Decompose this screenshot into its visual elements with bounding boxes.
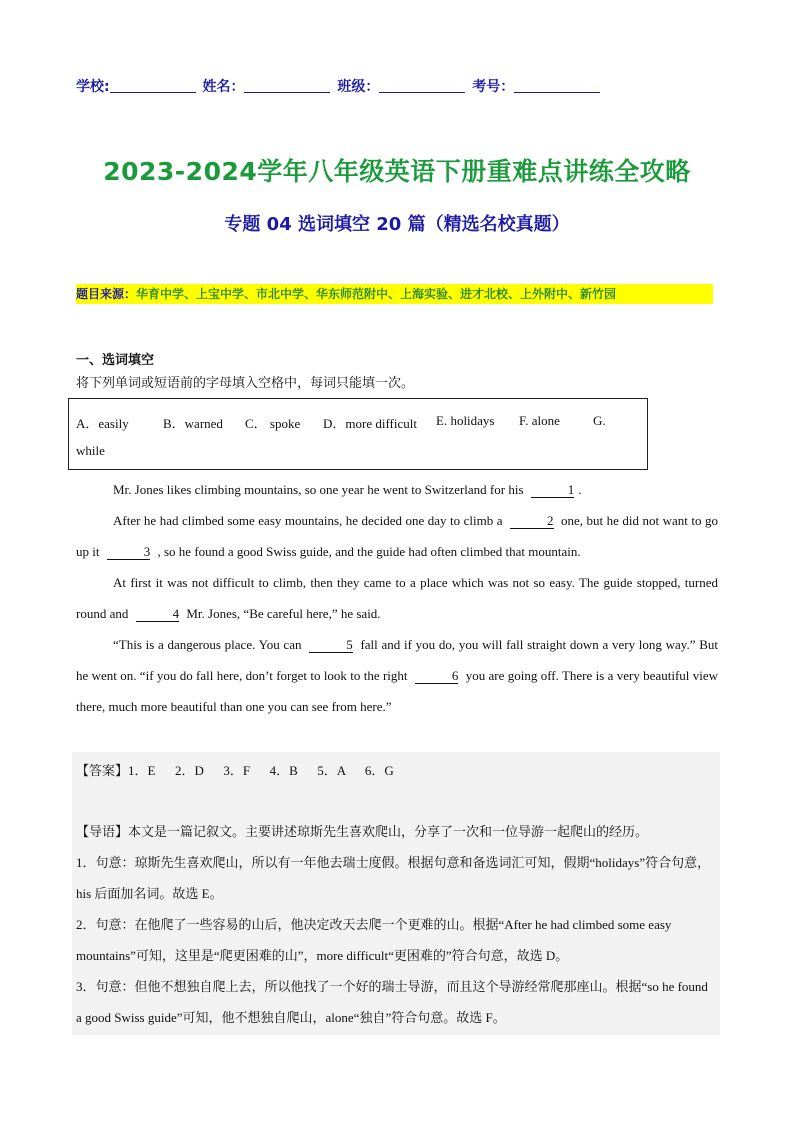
- explanation-2: 2．句意：在他爬了一些容易的山后，他决定改天去爬一个更难的山。根据“After he had climbed some easy mountains”可知，这里是“爬更困难的山”，more difficult“更困难的”符合句意，故选 D。: [76, 917, 672, 963]
- option-g-word: while: [76, 443, 105, 458]
- section-instruction: 将下列单词或短语前的字母填入空格中，每词只能填一次。: [76, 376, 415, 391]
- answer-line: [76, 760, 394, 779]
- name-field[interactable]: [244, 78, 330, 93]
- answer-text: 1．E 2．D 3．F 4．B 5．A 6．G: [128, 763, 394, 778]
- exam-no-label: 考号：: [472, 79, 515, 95]
- option-c: C． spoke: [245, 416, 301, 431]
- blank-4[interactable]: 4: [136, 607, 180, 622]
- blank-5[interactable]: 5: [309, 638, 353, 653]
- blank-2[interactable]: 2: [510, 514, 554, 529]
- passage-paragraph-1: Mr. Jones likes climbing mountains, so one year he went to Switzerland for his 1 .: [113, 482, 582, 497]
- option-e: E. holidays: [436, 413, 495, 428]
- passage-paragraph-2: After he had climbed some easy mountains, he decided one day to climb a 2 one, but he did not want to go up it 3 , so he found a good Swiss guide, and the guide had often climbed that mountain.: [76, 513, 718, 559]
- exam-no-field[interactable]: [514, 78, 600, 93]
- source-banner: [76, 284, 713, 304]
- option-f: F. alone: [519, 413, 560, 428]
- document-subtitle: 专题 04 选词填空 20 篇（精选名校真题）: [224, 214, 570, 235]
- blank-1[interactable]: 1: [531, 483, 575, 498]
- guide-label: 【导语】: [76, 824, 129, 839]
- class-label: 班级：: [337, 79, 380, 95]
- section-heading: 一、选词填空: [76, 353, 155, 368]
- explanation-block: [76, 816, 716, 1033]
- source-label: 题目来源：: [76, 287, 137, 301]
- class-field[interactable]: [379, 78, 465, 93]
- blank-6[interactable]: 6: [415, 669, 459, 684]
- guide-text: 本文是一篇记叙文。主要讲述琼斯先生喜欢爬山，分享了一次和一位导游一起爬山的经历。: [128, 824, 649, 839]
- school-field[interactable]: [110, 78, 196, 93]
- option-d: D．more difficult: [323, 416, 417, 431]
- passage-paragraph-3: At first it was not difficult to climb, then they came to a place which was not so easy. The guide stopped, turned round and 4 Mr. Jones, “Be careful here,” he said.: [76, 575, 718, 621]
- guide-paragraph: [76, 816, 716, 847]
- explanation-1: 1．句意：琼斯先生喜欢爬山，所以有一年他去瑞士度假。根据句意和备选词汇可知，假期“holidays”符合句意，his 后面加名词。故选 E。: [76, 855, 711, 901]
- school-label: 学校:: [76, 79, 110, 95]
- option-a: A．easily: [76, 416, 129, 431]
- passage: [76, 474, 718, 722]
- student-info-row: [76, 76, 602, 96]
- word-options-box: [68, 398, 648, 470]
- option-g: G.: [593, 413, 606, 428]
- explanation-3: 3．句意：但他不想独自爬上去，所以他找了一个好的瑞士导游，而且这个导游经常爬那座山。根据“so he found a good Swiss guide”可知，他不想独自爬山，alone“独自”符合句意。故选 F。: [76, 979, 708, 1025]
- blank-3[interactable]: 3: [107, 545, 151, 560]
- document-title: 2023-2024学年八年级英语下册重难点讲练全攻略: [103, 157, 691, 186]
- option-b: B．warned: [163, 416, 223, 431]
- source-text: 华育中学、上宝中学、市北中学、华东师范附中、上海实验、进才北校、上外附中、新竹园: [136, 287, 617, 301]
- name-label: 姓名：: [202, 79, 245, 95]
- passage-paragraph-4: “This is a dangerous place. You can 5 fall and if you do, you will fall straight down a very long way.” But he went on. “if you do fall here, don’t forget to look to the right 6 you are going off. There is a very beautiful view there, much more beautiful than one you can see from here.”: [76, 637, 718, 714]
- answer-label: 【答案】: [76, 764, 129, 779]
